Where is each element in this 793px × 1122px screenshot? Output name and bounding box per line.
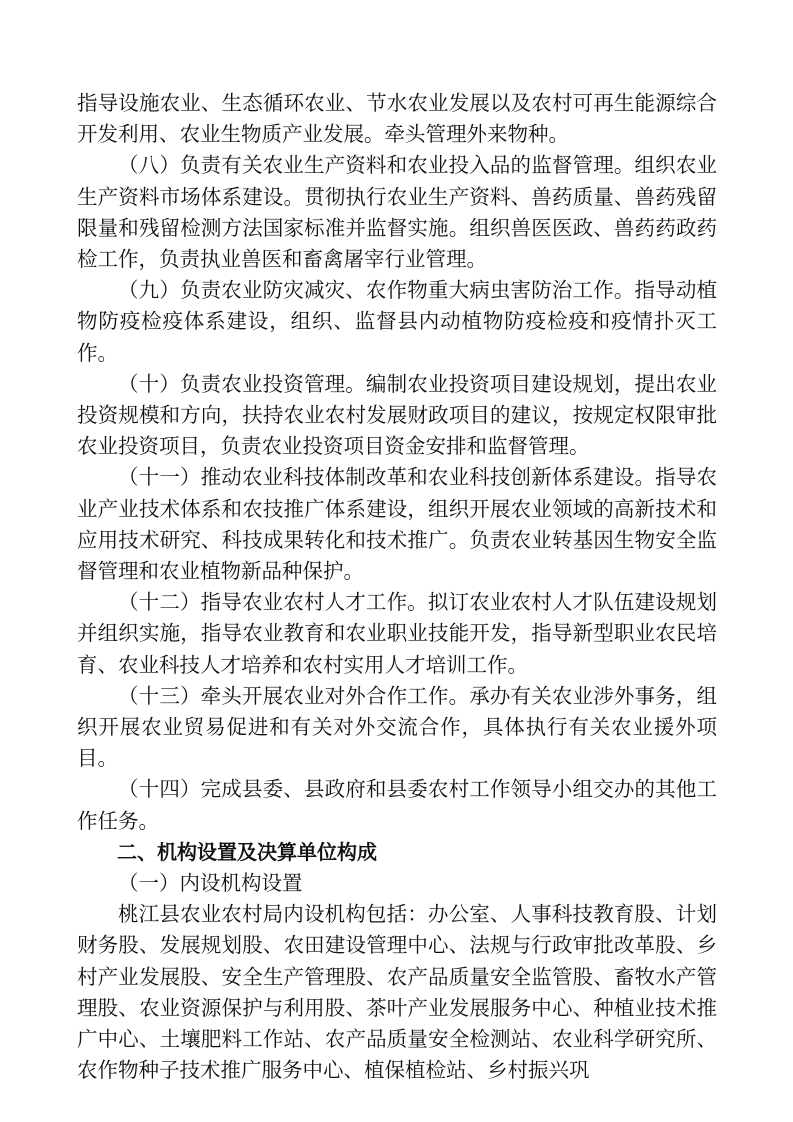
document-page — [77, 88, 717, 1087]
paragraph-item-9: （九）负责农业防灾减灾、农作物重大病虫害防治工作。指导动植物防疫检疫体系建设，组织、监督县内动植物防疫检疫和疫情扑灭工作。 — [77, 278, 717, 365]
section-heading: 二、机构设置及决算单位构成 — [117, 839, 377, 864]
paragraph-item-14: （十四）完成县委、县政府和县委农村工作领导小组交办的其他工作任务。 — [77, 777, 717, 833]
body-paragraph-institutions: 桃江县农业农村局内设机构包括：办公室、人事科技教育股、计划财务股、发展规划股、农田建设管理中心、法规与行政审批改革股、乡村产业发展股、安全生产管理股、农产品质量安全监管股、畜牧水产管理股、农业资源保护与利用股、茶叶产业发展服务中心、种植业技术推广中心、土壤肥料工作站、农产品质量安全检测站、农业科学研究所、农作物种子技术推广服务中心、植保植检站、乡村振兴巩 — [77, 902, 717, 1083]
paragraph-item-10: （十）负责农业投资管理。编制农业投资项目建设规划，提出农业投资规模和方向，扶持农业农村发展财政项目的建议，按规定权限审批农业投资项目，负责农业投资项目资金安排和监督管理。 — [77, 371, 717, 459]
subsection-heading: （一）内设机构设置 — [118, 871, 303, 896]
paragraph-item-13: （十三）牵头开展农业对外合作工作。承办有关农业涉外事务，组织开展农业贸易促进和有关对外交流合作，具体执行有关农业援外项目。 — [77, 683, 717, 771]
paragraph-item-12: （十二）指导农业农村人才工作。拟订农业农村人才队伍建设规划并组织实施，指导农业教育和农业职业技能开发，指导新型职业农民培育、农业科技人才培养和农村实用人才培训工作。 — [77, 590, 717, 677]
paragraph-continuation: 指导设施农业、生态循环农业、节水农业发展以及农村可再生能源综合开发利用、农业生物质产业发展。牵头管理外来物种。 — [77, 91, 717, 147]
paragraph-item-8: （八）负责有关农业生产资料和农业投入品的监督管理。组织农业生产资料市场体系建设。贯彻执行农业生产资料、兽药质量、兽药残留限量和残留检测方法国家标准并监督实施。组织兽医医政、兽药药政药检工作，负责执业兽医和畜禽屠宰行业管理。 — [77, 153, 717, 272]
paragraph-item-11: （十一）推动农业科技体制改革和农业科技创新体系建设。指导农业产业技术体系和农技推广体系建设，组织开展农业领域的高新技术和应用技术研究、科技成果转化和技术推广。负责农业转基因生物安全监督管理和农业植物新品种保护。 — [77, 465, 717, 584]
